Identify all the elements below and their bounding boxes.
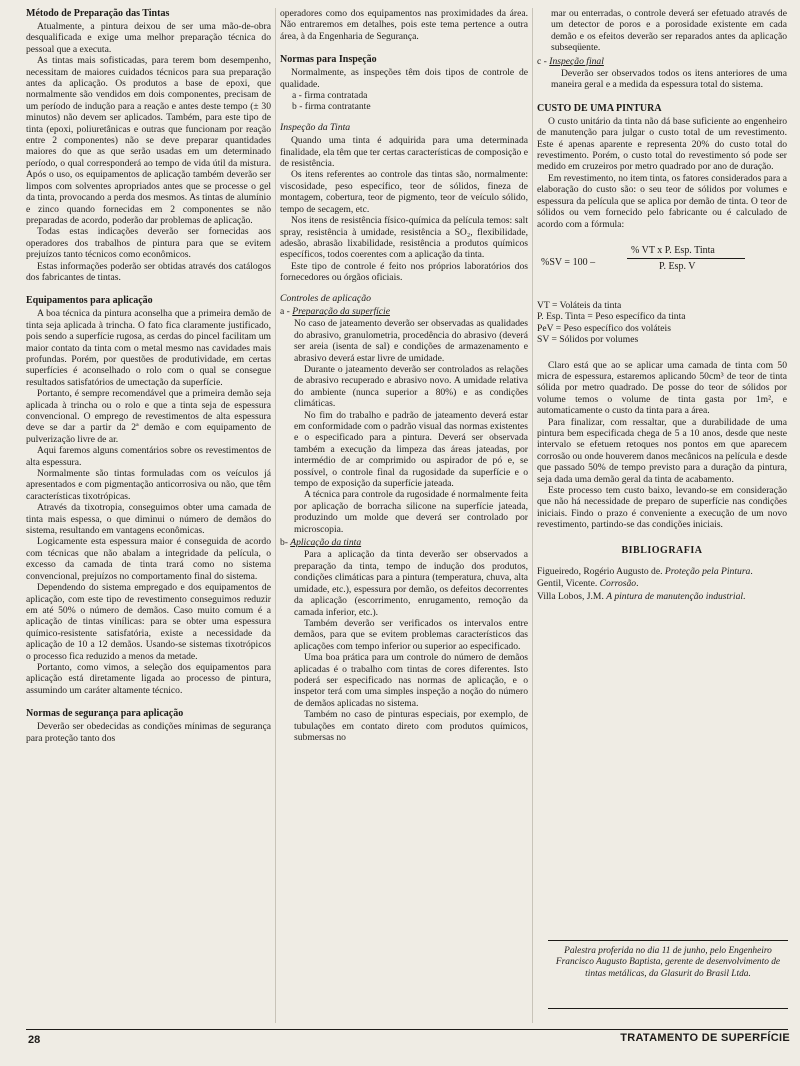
paragraph: Portanto, é sempre recomendável que a primeira demão seja aplicada à trincha ou o rolo e que a tinta seja de espessura convencional. O emprego de revestimentos de alta espessura deve se dar a partir da 2ª demão e com equipamento de pulverização livre de ar. <box>26 388 271 445</box>
paragraph: Quando uma tinta é adquirida para uma determinada finalidade, ela têm que ter certas características de composição e de resistência. <box>280 135 528 170</box>
definition: PeV = Peso específico dos voláteis <box>537 322 671 334</box>
paragraph: Uma boa prática para um controle do número de demãos aplicadas é o trabalho com tintas de cores diferentes. Isto poderá ser especificado nas normas de aplicação, e o inspetor terá com uma simples inspeção a noção do número de demãos aplicadas no sistema. <box>294 652 528 709</box>
item-c-heading <box>537 56 787 67</box>
bibliography-list <box>537 566 787 602</box>
column-gutter <box>532 8 533 1023</box>
lecture-credit: Palestra proferida no dia 11 de junho, pelo Engenheiro Francisco Augusto Baptista, gerente de desenvolvimento de tintas metálicas, da Glasurit do Brasil Ltda. <box>555 946 781 979</box>
paragraph: Para a aplicação da tinta deverão ser observados a preparação da tinta, tempo de indução dos produtos, condições climáticas para a pintura (temperatura, chuva, alta umidade, etc.), espessura por demão, os defeitos decorrentes da aplicação (escorrimento, enrugamento, remoção da camada inferior, etc.). <box>294 549 528 618</box>
list-item: b - firma contratante <box>292 101 371 113</box>
item-label: Preparação da superfície <box>292 305 390 317</box>
paragraph: Dependendo do sistema empregado e dos equipamentos de aplicação, com este tipo de revestimento conseguimos reduzir em até 50% o número de demãos. Caso muito comum é a aplicação de tintas vinílicas: para se obter uma espessura químico-resistente satisfatória, existe a necessidade da aplicação de 10 a 12 demãos. Usando-se sistemas tixotrópicos o processo fica reduzido a menos da metade. <box>26 582 271 662</box>
paragraph: Estas informações poderão ser obtidas através dos catálogos dos fabricantes de tintas. <box>26 260 271 283</box>
paragraph: Normalmente, as inspeções têm dois tipos de controle de qualidade. <box>280 67 528 90</box>
column-gutter <box>275 8 276 1023</box>
heading-normas-seguranca: Normas de segurança para aplicação <box>26 708 184 720</box>
item-a-heading <box>280 306 528 317</box>
solids-formula <box>537 244 787 290</box>
paragraph: mar ou enterradas, o controle deverá ser efetuado através de um detector de poros e a porosidade existente em cada demão e os efeitos deverão ser reparados antes da aplicação subseqüente. <box>551 8 787 54</box>
bib-author: Gentil, Vicente. <box>537 578 600 590</box>
item-a-continuation <box>537 8 787 54</box>
fraction-bar <box>627 258 745 259</box>
paragraph: A técnica para controle da rugosidade é normalmente feita por aplicação de borracha silicone na superfície jateada, produzindo um molde que deverá ser controlado por microscopia. <box>294 489 528 535</box>
paragraph: Atualmente, a pintura deixou de ser uma mão-de-obra desqualificada e exige uma melhor preparação técnica do pessoal que a executa. <box>26 21 271 55</box>
paragraph: Através da tixotropia, conseguimos obter uma camada de tinta mais espessa, o que diminui o número de demãos do sistema, resultando em vantagens econômicas. <box>26 502 271 537</box>
paragraph: As tintas mais sofisticadas, para terem bom desempenho, necessitam de maiores cuidados técnicos para sua preparação antes da aplicação. Os produtos a base de epoxi, que normalmente são vendidos em dois componentes, precisam de um período de indução para a reação e antes deste tempo (± 30 minutos) não devem ser aplicados. Também, para este tipo de tinta (epoxi, poliuretânicas e outras que funcionam por reação entre 2 componentes) não se deve preparar quantidades maiores do que as que serão usadas em um determinado período, o qual corresponderá ao tempo de vida útil da mistura. Após o uso, os equipamentos de aplicação também deverão ser limpos com solventes apropriados antes que se processe o gel da tinta, provocando a perda dos mesmos. As tintas de alumínio e zinco quando fornecidas em 2 componentes se não preparadas de acordo, poderão dar problemas de aplicação. <box>26 55 271 226</box>
credit-rule-bottom <box>548 1008 788 1009</box>
paragraph: Claro está que ao se aplicar uma camada de tinta com 50 micra de espessura, estaremos aplicando 50cm³ de teor de tinta sólida por metro quadrado. De posse do teor de sólidos por volume temos o volume de tinta gasta por 1m², e automaticamente o custo da tinta para a área. <box>537 359 787 417</box>
bib-title: A pintura de manutenção industrial <box>606 590 744 602</box>
paragraph: Todas estas indicações deverão ser fornecidas aos operadores dos trabalhos de pintura para que se evitem prejuízos tanto técnicos como econômicos. <box>26 226 271 261</box>
paragraph: Este processo tem custo baixo, levando-se em consideração que não há necessidade de preparo de superfície nas condições iniciais. Findo o prazo é conveniente a execução de um novo revestimento, partindo-se das condições iniciais. <box>537 485 787 531</box>
formula-numerator: % VT x P. Esp. Tinta <box>631 244 715 256</box>
item-label: Inspeção final <box>549 55 604 67</box>
paragraph: No caso de jateamento deverão ser observadas as qualidades do abrasivo, granulometria, procedência do abrasivo (deverá ser areia (isenta de sal) e condições de armazenamento e abrasivo deverá estar livre de umidade. <box>294 318 528 364</box>
definition: VT = Voláteis da tinta <box>537 299 622 311</box>
heading-custo-pintura: CUSTO DE UMA PINTURA <box>537 102 662 114</box>
paragraph: Portanto, como vimos, a seleção dos equipamentos para aplicação está diretamente ligada ao processo de pintura, assumindo um caráter altamente técnico. <box>26 661 271 696</box>
item-marker: b- <box>280 537 288 549</box>
paragraph: Para finalizar, com ressaltar, que a durabilidade de uma pintura bem especificada chega de 5 a 10 anos, desde que neste intervalo se efetuem retoques nos pontos em que aparecem corrosão ou onde houverem danos mecânicos na película e desde que passado 50% de tempo previsto para a duração da pintura, seja dada uma demão geral da tinta de acabamento. <box>537 416 787 485</box>
paragraph: Deverão ser obedecidas as condições mínimas de segurança para proteção tanto dos <box>26 721 271 744</box>
paragraph: Normalmente são tintas formuladas com os veículos já apresentados e com pigmentação anticorrosiva ou não, que têm características tixotrópicas. <box>26 468 271 502</box>
paragraph: Este tipo de controle é feito nos próprios laboratórios dos fornecedores ou órgãos oficiais. <box>280 260 528 284</box>
heading-controles-aplicacao: Controles de aplicação <box>280 292 372 304</box>
heading-normas-inspecao: Normas para Inspeção <box>280 54 377 66</box>
item-label: Aplicação da tinta <box>290 537 362 549</box>
paragraph: Nos itens de resistência físico-química da película temos: salt spray, resistência à umidade, resistência a SO₂, flexibilidade, adesão, abrasão lixabilidade, resistência a produtos químicos específicos, todos coerentes com a aplicação da tinta. <box>280 215 528 261</box>
item-marker: a - <box>280 305 290 317</box>
bib-title: Proteção pela Pintura <box>664 566 751 578</box>
heading-bibliografia: BIBLIOGRAFIA <box>621 544 703 556</box>
footer-rule <box>26 1029 788 1030</box>
paragraph: Durante o jateamento deverão ser controlados as relações de abrasivo recuperado e abrasivo novo. A umidade relativa do ambiente (nunca superior a 80%) e as condições climáticas. <box>294 363 528 410</box>
heading-equipamentos: Equipamentos para aplicação <box>26 295 153 307</box>
formula-denominator: P. Esp. V <box>659 260 696 272</box>
formula-lhs: %SV = 100 – <box>541 256 596 268</box>
paragraph: Aqui faremos alguns comentários sobre os revestimentos de alta espessura. <box>26 445 271 468</box>
item-marker: c - <box>537 55 547 67</box>
item-c-body <box>537 68 787 91</box>
bibliography-entry: Gentil, Vicente. Corrosão. <box>537 578 639 590</box>
paragraph: A boa técnica da pintura aconselha que a primeira demão de tinta seja aplicada à trincha. O fato fica claramente justificado, pois sendo a superfície rugosa, as cerdas do pincel facilitam um maior contato da tinta com o metal mesmo nas cavidades mais profundas. Porém, por questões de produtividade, em certas superfícies é aconselhado o rolo com o qual se consegue resultados satisfatórios de umectação da superfície. <box>26 308 271 388</box>
paragraph: operadores como dos equipamentos nas proximidades da área. Não entraremos em detalhes, pois este tema pertence a outra área, à da Engenharia de Segurança. <box>280 8 528 42</box>
item-b-heading <box>280 537 528 548</box>
item-a-body <box>280 318 528 535</box>
bib-author: Figueiredo, Rogério Augusto de. <box>537 566 665 578</box>
paragraph: No fim do trabalho e padrão de jateamento deverá estar em conformidade com o padrão visual das normas existentes e o especificado para a pintura. Deverá ser observada também a execução da limpeza das áreas jateadas, por intermédio de ar comprimido ou aspirador de pó e, se possível, o controle final da rugosidade da superfície e o tempo de exposição da superfície jateada. <box>294 409 528 490</box>
column-3 <box>537 8 787 602</box>
page-number: 28 <box>28 1034 41 1046</box>
bibliography-entry: Figueiredo, Rogério Augusto de. Proteção pela Pintura. <box>537 566 753 578</box>
bibliography-entry: Villa Lobos, J.M. A pintura de manutenção industrial. <box>537 590 746 602</box>
definition: P. Esp. Tinta = Peso específico da tinta <box>537 311 686 323</box>
heading-inspecao-tinta: Inspeção da Tinta <box>280 121 351 133</box>
paragraph: Também deverão ser verificados os intervalos entre demãos, para que se evitem problemas característicos das aplicações com tempo inferior ou superior ao especificado. <box>294 617 528 652</box>
journal-title: TRATAMENTO DE SUPERFÍCIE <box>620 1032 790 1044</box>
heading-metodo-preparacao: Método de Preparação das Tintas <box>26 8 170 19</box>
paragraph: Também no caso de pinturas especiais, por exemplo, de tubulações em contato direto com produtos químicos, submersas no <box>294 709 528 743</box>
bib-author: Villa Lobos, J.M. <box>537 590 607 602</box>
paragraph: Os itens referentes ao controle das tintas são, normalmente: viscosidade, peso específico, teor de sólidos, fineza de montagem, cobertura, teor de pigmento, teor de veículo sólido, tempo de secagem, etc. <box>280 169 528 215</box>
inspection-types-list <box>280 90 528 113</box>
definition: SV = Sólidos por volumes <box>537 334 639 346</box>
paragraph: Deverão ser observados todos os itens anteriores de uma maneira geral e a medida da espessura total do sistema. <box>551 68 787 91</box>
item-b-body <box>280 549 528 743</box>
credit-rule-top <box>548 940 788 941</box>
paragraph: O custo unitário da tinta não dá base suficiente ao engenheiro de manutenção para julgar o custo total de um revestimento. Este é apenas aparente e representa 20% do custo total do revestimento. Porém, o custo total do revestimento só pode ser medido em cruzeiros por metro quadrado por ano de duração. <box>537 115 787 173</box>
bib-title: Corrosão <box>599 578 637 590</box>
column-2 <box>280 8 528 743</box>
paragraph: Logicamente esta espessura maior é conseguida de acordo com técnicas que não abalam a integridade da película, o excesso da camada de tinta trará como no sistema convencional, prejuízos no comportamento final do sistema. <box>26 536 271 582</box>
paragraph: Em revestimento, no item tinta, os fatores considerados para a elaboração do custo são: o seu teor de sólidos por volumes e espessura da película que se aplica por demão de tinta. O teor de sólidos ou vem fornecido pelo fabricante ou é calculado de acordo com a fórmula: <box>537 172 787 230</box>
formula-definitions <box>537 300 787 346</box>
list-item: a - firma contratada <box>292 90 368 102</box>
column-1 <box>26 8 271 744</box>
